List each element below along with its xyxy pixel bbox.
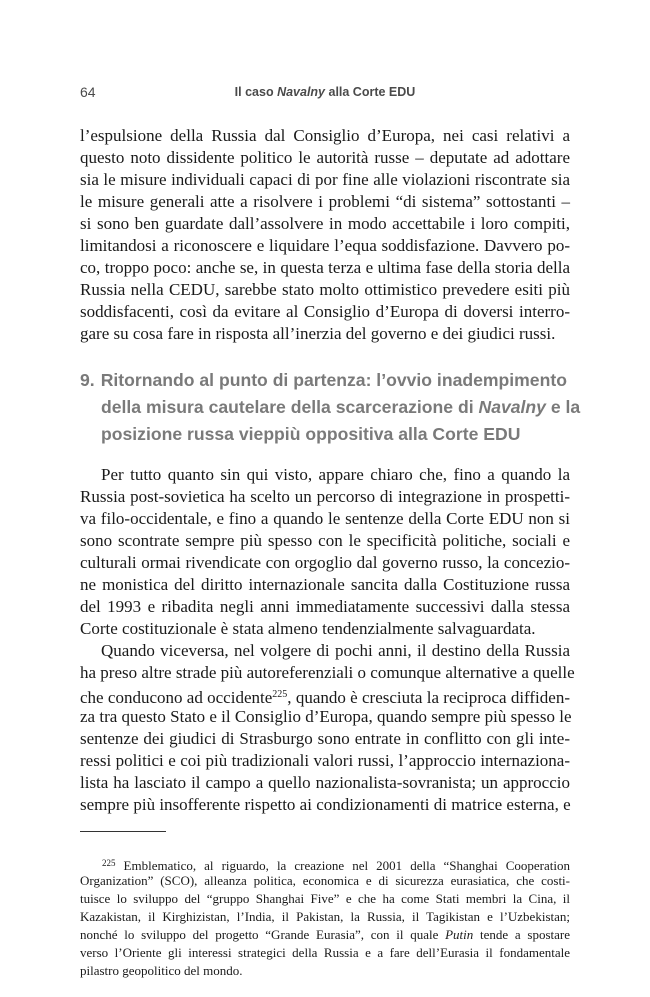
footnote-text: tende a spostare [473, 927, 570, 942]
section-number: 9. [80, 370, 95, 390]
text-line: lista ha lasciato il campo a quello nazionalista-sovranista; un approccio [80, 773, 570, 792]
text-line: si sono ben guardate dall’assolvere in modo accettabile i loro compiti, [80, 214, 570, 233]
footnote-text: Emblematico, al riguardo, la creazione nel 2001 della “Shanghai Cooperation [115, 858, 570, 873]
section-title-text: Ritornando al punto di partenza: l’ovvio inadempimento [100, 370, 567, 390]
text-line: limitandosi a riconoscere e liquidare l’equa soddisfazione. Davvero po- [80, 236, 570, 255]
text-line: sentenze dei giudici di Strasburgo sono entrate in conflitto con gli inte- [80, 729, 570, 748]
footnote-line: Kazakistan, il Kirghizistan, l’India, il Pakistan, la Russia, il Tagikistan e l’Uzbekistan; [80, 909, 570, 924]
text-fragment: , quando è cresciuta la reciproca diffiden- [287, 688, 570, 707]
text-fragment: che conducono ad occidente [80, 688, 273, 707]
running-title-italic: Navalny [277, 85, 326, 99]
running-title [80, 85, 570, 99]
text-line: questo noto dissidente politico le autorità russe – deputate ad adottare [80, 148, 570, 167]
running-header [80, 84, 570, 102]
section-heading-line [80, 367, 580, 393]
text-line: Russia nella CEDU, sarebbe stato molto ottimistico prevedere esiti più [80, 280, 570, 299]
text-line: l’espulsione della Russia dal Consiglio d’Europa, nei casi relativi a [80, 126, 570, 145]
text-line: Corte costituzionale è stata almeno tendenzialmente salvaguardata. [80, 619, 536, 638]
page-number: 64 [80, 84, 96, 100]
text-line: sono scontrate sempre più spesso con le specificità politiche, sociali e [80, 531, 570, 550]
section-heading-line [101, 394, 601, 420]
footnote-separator [80, 831, 166, 832]
text-line: Per tutto quanto sin qui visto, appare chiaro che, fino a quando la [101, 465, 570, 484]
text-line: co, troppo poco: anche se, in questa terza e ultima fase della storia della [80, 258, 570, 277]
text-line: Russia post-sovietica ha scelto un percorso di integrazione in prospetti- [80, 487, 570, 506]
section-title-text: e la [545, 397, 581, 417]
text-line: soddisfacenti, così da evitare al Consiglio d’Europa di doversi interro- [80, 302, 570, 321]
section-title-text: della misura cautelare della scarcerazione di [101, 397, 479, 417]
footnote-reference: 225 [272, 689, 288, 700]
text-line: ressi politici e coi più tradizionali valori russi, l’approccio internaziona- [80, 751, 570, 770]
text-line: le misure generali atte a risolvere i problemi “di sistema” sottostanti – [80, 192, 570, 211]
footnote-line [80, 926, 570, 944]
footnote-line: Organization” (SCO), alleanza politica, economica e di sicurezza eurasiatica, che costi- [80, 873, 570, 888]
section-title-italic: Navalny [478, 397, 546, 417]
footnote-number: 225 [102, 858, 116, 868]
text-line: del 1993 e ribadita negli anni immediatamente successivi dalla stessa [80, 597, 570, 616]
footnote-italic: Putin [445, 927, 474, 942]
running-title-text: alla Corte EDU [325, 85, 416, 99]
text-line: sempre più insofferente rispetto ai condizionamenti di matrice esterna, e [80, 795, 571, 814]
footnote-line: pilastro geopolitico del mondo. [80, 963, 243, 978]
text-line: culturali ormai rivendicate con orgoglio dal governo russo, la concezio- [80, 553, 570, 572]
section-heading-line: posizione russa vieppiù oppositiva alla Corte EDU [101, 424, 521, 444]
running-title-text: Il caso [234, 85, 278, 99]
text-line: ha preso altre strade più autoreferenziali o comunque alternative a quelle [80, 663, 575, 682]
text-line: va filo-occidentale, e fino a quando le sentenze della Corte EDU non si [80, 509, 570, 528]
text-line: ne monistica del diritto internazionale sancita dalla Costituzione russa [80, 575, 570, 594]
footnote-line: tuisce lo sviluppo del “gruppo Shanghai Five” e che ha come Stati membri la Cina, il [80, 891, 570, 906]
text-line: sia le misure individuali capaci di por fine alle violazioni riscontrate sia [80, 170, 570, 189]
footnote-text: nonché lo sviluppo del progetto “Grande Eurasia”, con il quale [80, 927, 446, 942]
footnote-line: verso l’Oriente gli interessi strategici della Russia e a fare dell’Eurasia il fondamentale [80, 945, 570, 960]
text-line: za tra questo Stato e il Consiglio d’Europa, quando sempre più spesso le [80, 707, 572, 726]
text-line: Quando viceversa, nel volgere di pochi anni, il destino della Russia [101, 641, 570, 660]
text-line: gare su cosa fare in risposta all’inerzia del governo e dei giudici russi. [80, 324, 556, 343]
